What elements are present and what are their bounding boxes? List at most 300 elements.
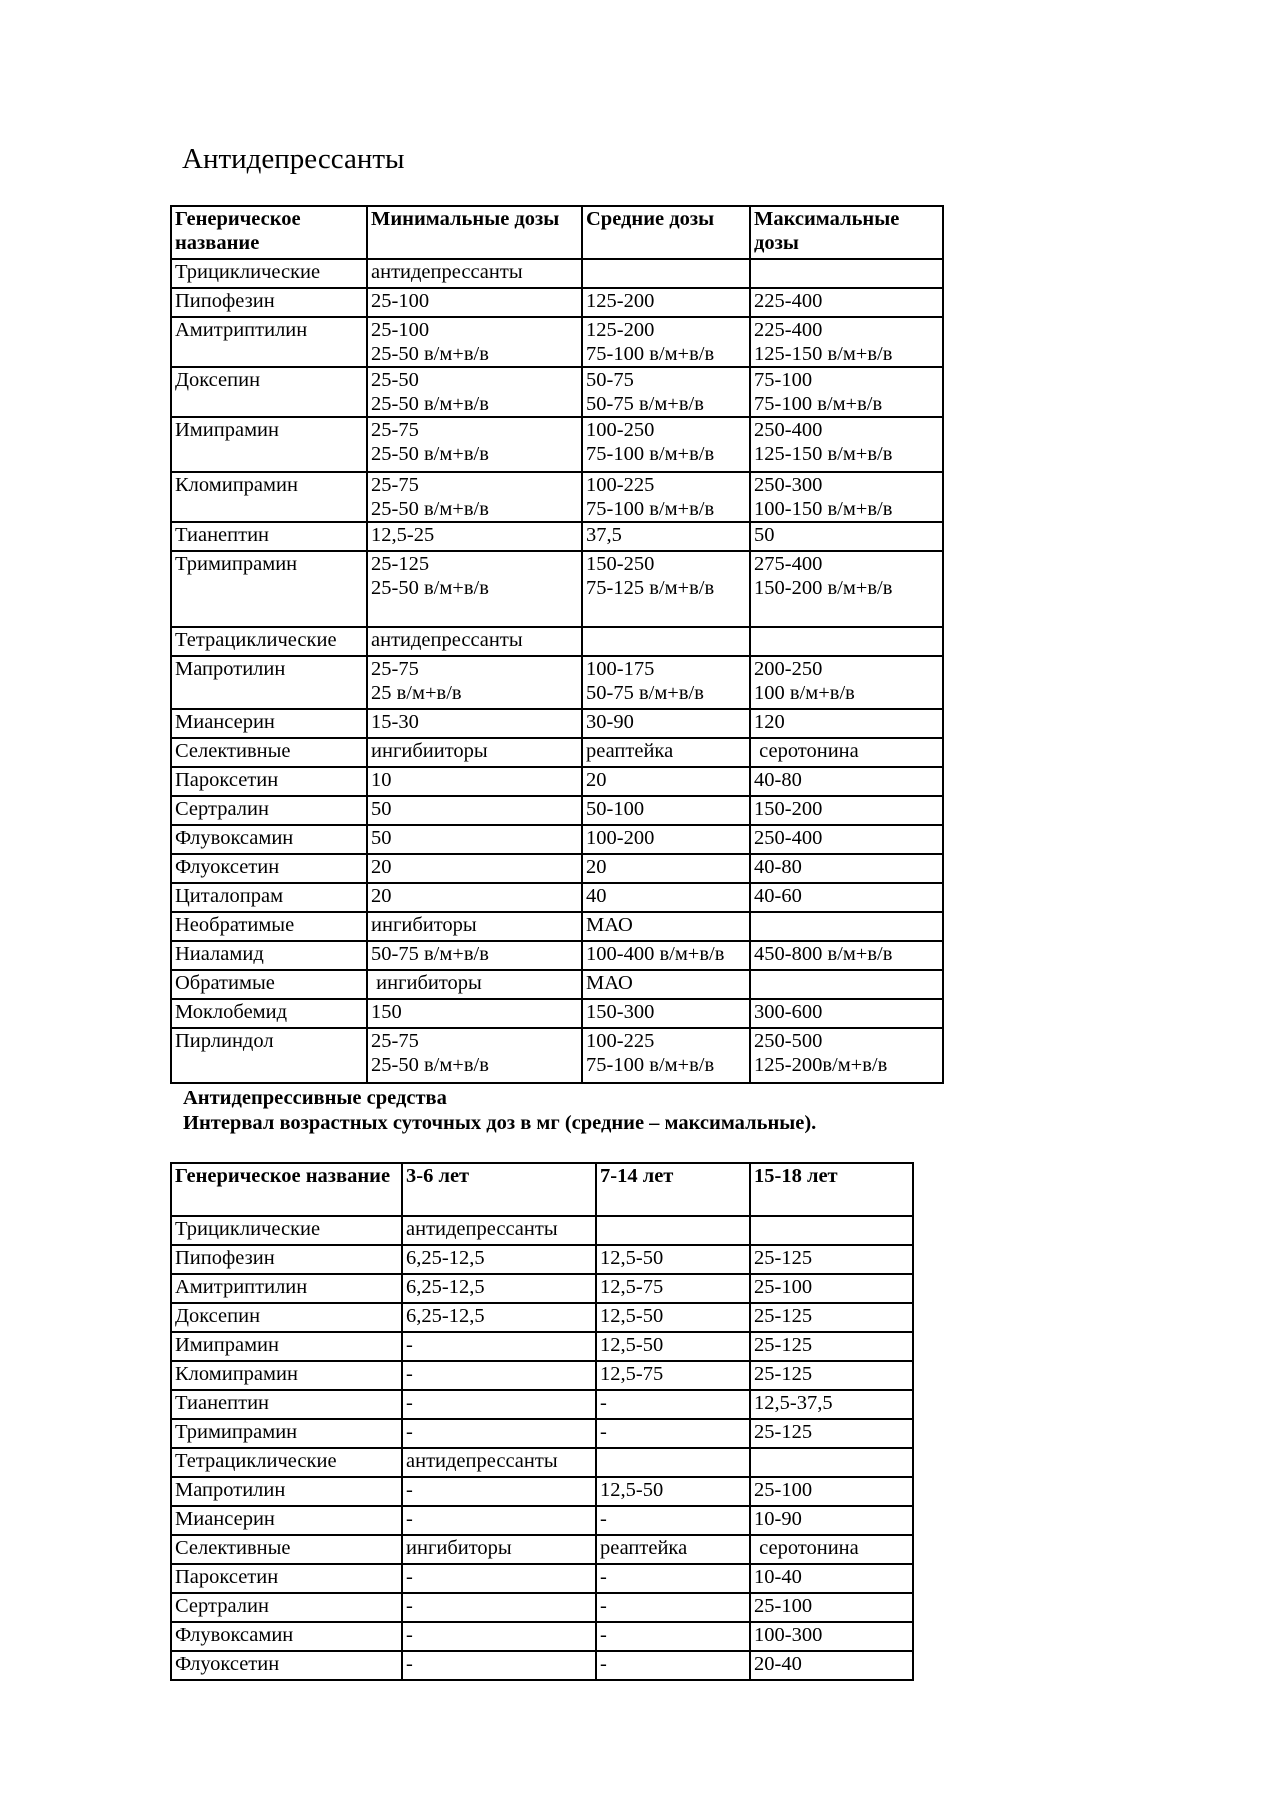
cell-text: 125-200 bbox=[586, 290, 655, 312]
table-cell bbox=[402, 1448, 596, 1477]
table-row bbox=[171, 796, 943, 825]
age-dosage-caption bbox=[183, 1086, 816, 1136]
table-cell bbox=[402, 1419, 596, 1448]
column-header-age-3-6: 3-6 лет bbox=[402, 1163, 596, 1216]
table-row bbox=[171, 551, 943, 627]
cell-text: ингибиторы bbox=[371, 972, 482, 994]
table-cell bbox=[582, 288, 750, 317]
table-cell bbox=[750, 970, 943, 999]
table-row bbox=[171, 1477, 913, 1506]
cell-text: 100 в/м+в/в bbox=[754, 682, 855, 704]
cell-text: Пипофезин bbox=[175, 290, 275, 312]
table-cell bbox=[596, 1419, 750, 1448]
table-row bbox=[171, 1245, 913, 1274]
table-row bbox=[171, 767, 943, 796]
table-cell bbox=[750, 941, 943, 970]
table-cell bbox=[367, 970, 582, 999]
cell-text: 25-100 bbox=[754, 1276, 813, 1298]
cell-text: Миансерин bbox=[175, 1508, 275, 1530]
table-row bbox=[171, 1303, 913, 1332]
table-row bbox=[171, 1651, 913, 1680]
cell-text: 75-100 в/м+в/в bbox=[586, 1054, 715, 1076]
table-cell bbox=[171, 1245, 402, 1274]
table-row bbox=[171, 912, 943, 941]
table-row bbox=[171, 1216, 913, 1245]
cell-text: 20-40 bbox=[754, 1653, 802, 1675]
table-cell bbox=[750, 1390, 913, 1419]
table-cell bbox=[402, 1506, 596, 1535]
cell-text: ингибиторы bbox=[371, 914, 477, 936]
table-cell bbox=[582, 522, 750, 551]
table-cell bbox=[402, 1303, 596, 1332]
table-row bbox=[171, 1028, 943, 1083]
table-cell bbox=[367, 941, 582, 970]
cell-text: - bbox=[600, 1595, 607, 1617]
table-cell bbox=[171, 627, 367, 656]
table-cell bbox=[367, 627, 582, 656]
table-cell bbox=[750, 912, 943, 941]
cell-text: 125-200в/м+в/в bbox=[754, 1054, 888, 1076]
cell-text: - bbox=[406, 1363, 413, 1385]
table-cell bbox=[171, 941, 367, 970]
table-cell bbox=[402, 1274, 596, 1303]
table-row bbox=[171, 1390, 913, 1419]
cell-text: Циталопрам bbox=[175, 885, 284, 907]
cell-text: 12,5-50 bbox=[600, 1479, 664, 1501]
cell-text: серотонина bbox=[754, 1537, 859, 1559]
cell-text: реаптейка bbox=[586, 740, 674, 762]
cell-text: - bbox=[600, 1624, 607, 1646]
cell-text: антидепрессанты bbox=[371, 629, 523, 651]
table-cell bbox=[582, 417, 750, 472]
table-cell bbox=[582, 825, 750, 854]
table-cell bbox=[367, 522, 582, 551]
cell-text: Пароксетин bbox=[175, 1566, 279, 1588]
cell-text: 25-75 bbox=[371, 658, 419, 680]
cell-text: 25-125 bbox=[754, 1363, 813, 1385]
table-cell bbox=[596, 1332, 750, 1361]
table-cell bbox=[367, 288, 582, 317]
cell-text: 25-125 bbox=[754, 1421, 813, 1443]
cell-text: - bbox=[406, 1334, 413, 1356]
cell-text: 120 bbox=[754, 711, 785, 733]
table-row bbox=[171, 709, 943, 738]
cell-text: 225-400 bbox=[754, 319, 823, 341]
caption-subtitle: Интервал возрастных суточных доз в мг (средние – максимальные). bbox=[183, 1112, 817, 1134]
column-header-min-dose: Минимальные дозы bbox=[367, 206, 582, 259]
table-cell bbox=[171, 738, 367, 767]
cell-text: 100-300 bbox=[754, 1624, 823, 1646]
cell-text: МАО bbox=[586, 972, 633, 994]
table-cell bbox=[171, 1564, 402, 1593]
cell-text: Тианептин bbox=[175, 524, 270, 546]
table-row bbox=[171, 970, 943, 999]
table-row bbox=[171, 367, 943, 417]
cell-text: Необратимые bbox=[175, 914, 295, 936]
table-cell bbox=[582, 627, 750, 656]
table-cell bbox=[750, 317, 943, 367]
cell-text: 12,5-75 bbox=[600, 1276, 664, 1298]
table-cell bbox=[367, 551, 582, 627]
cell-text: Доксепин bbox=[175, 1305, 261, 1327]
cell-text: 12,5-50 bbox=[600, 1334, 664, 1356]
table-cell bbox=[582, 709, 750, 738]
table-cell bbox=[750, 1361, 913, 1390]
table-row bbox=[171, 1593, 913, 1622]
cell-text: Мапротилин bbox=[175, 658, 286, 680]
table-cell bbox=[367, 472, 582, 522]
cell-text: ингибиторы bbox=[406, 1537, 512, 1559]
column-header-generic-name: Генерическое название bbox=[171, 1163, 402, 1216]
cell-text: Кломипрамин bbox=[175, 1363, 298, 1385]
cell-text: 50-100 bbox=[586, 798, 645, 820]
table-cell bbox=[171, 1303, 402, 1332]
table-cell bbox=[171, 883, 367, 912]
cell-text: 20 bbox=[586, 856, 607, 878]
table-cell bbox=[402, 1332, 596, 1361]
table-cell bbox=[171, 1361, 402, 1390]
table-cell bbox=[171, 367, 367, 417]
cell-text: 25-50 bbox=[371, 369, 419, 391]
table-row bbox=[171, 656, 943, 709]
cell-text: 200-250 bbox=[754, 658, 823, 680]
table-cell bbox=[402, 1361, 596, 1390]
table-cell bbox=[367, 317, 582, 367]
table-cell bbox=[750, 854, 943, 883]
cell-text: Селективные bbox=[175, 740, 291, 762]
cell-text: 50-75 в/м+в/в bbox=[586, 682, 704, 704]
table-cell bbox=[367, 999, 582, 1028]
cell-text: - bbox=[406, 1421, 413, 1443]
table-header-row bbox=[171, 1163, 913, 1216]
table-cell bbox=[367, 854, 582, 883]
table-row bbox=[171, 627, 943, 656]
cell-text: 25-50 в/м+в/в bbox=[371, 498, 489, 520]
table-cell bbox=[171, 1028, 367, 1083]
table-cell bbox=[171, 796, 367, 825]
table-cell bbox=[582, 796, 750, 825]
table-cell bbox=[582, 999, 750, 1028]
table-row bbox=[171, 738, 943, 767]
cell-text: 20 bbox=[371, 856, 392, 878]
table-cell bbox=[750, 883, 943, 912]
table-cell bbox=[596, 1216, 750, 1245]
table-cell bbox=[367, 738, 582, 767]
cell-text: Трициклические bbox=[175, 1218, 321, 1240]
cell-text: антидепрессанты bbox=[406, 1218, 558, 1240]
table-cell bbox=[171, 1274, 402, 1303]
cell-text: 6,25-12,5 bbox=[406, 1247, 485, 1269]
table-cell bbox=[171, 1535, 402, 1564]
cell-text: Тетрациклические bbox=[175, 629, 337, 651]
table-cell bbox=[750, 1593, 913, 1622]
table-cell bbox=[367, 796, 582, 825]
table-cell bbox=[171, 656, 367, 709]
cell-text: 6,25-12,5 bbox=[406, 1276, 485, 1298]
table-cell bbox=[596, 1593, 750, 1622]
cell-text: 75-100 в/м+в/в bbox=[586, 498, 715, 520]
cell-text: 50-75 в/м+в/в bbox=[586, 393, 704, 415]
cell-text: 100-225 bbox=[586, 474, 655, 496]
table-cell bbox=[596, 1651, 750, 1680]
table-cell bbox=[171, 912, 367, 941]
cell-text: 100-175 bbox=[586, 658, 655, 680]
table-cell bbox=[582, 883, 750, 912]
cell-text: 12,5-25 bbox=[371, 524, 435, 546]
cell-text: 25-50 в/м+в/в bbox=[371, 393, 489, 415]
table-cell bbox=[750, 1303, 913, 1332]
cell-text: - bbox=[406, 1479, 413, 1501]
cell-text: 100-200 bbox=[586, 827, 655, 849]
table-cell bbox=[750, 1274, 913, 1303]
table-cell bbox=[582, 472, 750, 522]
cell-text: Имипрамин bbox=[175, 1334, 279, 1356]
table-cell bbox=[402, 1390, 596, 1419]
table-cell bbox=[750, 1506, 913, 1535]
cell-text: Тианептин bbox=[175, 1392, 270, 1414]
table-cell bbox=[402, 1564, 596, 1593]
cell-text: 25 в/м+в/в bbox=[371, 682, 462, 704]
age-dosage-table-body bbox=[171, 1216, 913, 1680]
cell-text: Миансерин bbox=[175, 711, 275, 733]
table-cell bbox=[171, 417, 367, 472]
table-row bbox=[171, 1274, 913, 1303]
cell-text: 250-500 bbox=[754, 1030, 823, 1052]
table-row bbox=[171, 472, 943, 522]
table-cell bbox=[582, 854, 750, 883]
cell-text: серотонина bbox=[754, 740, 859, 762]
table-cell bbox=[750, 1651, 913, 1680]
cell-text: 25-125 bbox=[754, 1334, 813, 1356]
cell-text: 25-75 bbox=[371, 1030, 419, 1052]
table-row bbox=[171, 1448, 913, 1477]
table-cell bbox=[402, 1593, 596, 1622]
table-cell bbox=[367, 1028, 582, 1083]
cell-text: 150-300 bbox=[586, 1001, 655, 1023]
table-cell bbox=[367, 825, 582, 854]
cell-text: 50-75 в/м+в/в bbox=[371, 943, 489, 965]
cell-text: 100-400 в/м+в/в bbox=[586, 943, 725, 965]
cell-text: - bbox=[406, 1392, 413, 1414]
age-dosage-table bbox=[170, 1162, 914, 1681]
cell-text: 100-250 bbox=[586, 419, 655, 441]
cell-text: - bbox=[600, 1566, 607, 1588]
table-cell bbox=[582, 912, 750, 941]
cell-text: - bbox=[406, 1508, 413, 1530]
cell-text: Тримипрамин bbox=[175, 553, 298, 575]
table-row bbox=[171, 1361, 913, 1390]
table-cell bbox=[367, 367, 582, 417]
table-cell bbox=[171, 1448, 402, 1477]
table-cell bbox=[596, 1448, 750, 1477]
table-cell bbox=[750, 1216, 913, 1245]
table-cell bbox=[750, 259, 943, 288]
table-row bbox=[171, 1622, 913, 1651]
table-cell bbox=[367, 259, 582, 288]
cell-text: Тримипрамин bbox=[175, 1421, 298, 1443]
table-cell bbox=[750, 656, 943, 709]
cell-text: 100-150 в/м+в/в bbox=[754, 498, 893, 520]
table-cell bbox=[750, 1535, 913, 1564]
cell-text: - bbox=[406, 1624, 413, 1646]
cell-text: 30-90 bbox=[586, 711, 634, 733]
table-cell bbox=[171, 522, 367, 551]
table-cell bbox=[171, 288, 367, 317]
cell-text: 10-90 bbox=[754, 1508, 802, 1530]
table-cell bbox=[750, 1332, 913, 1361]
cell-text: 150-250 bbox=[586, 553, 655, 575]
dosage-table bbox=[170, 205, 944, 1084]
cell-text: 25-50 в/м+в/в bbox=[371, 343, 489, 365]
table-cell bbox=[171, 551, 367, 627]
table-cell bbox=[596, 1564, 750, 1593]
table-cell bbox=[367, 417, 582, 472]
column-header-avg-dose: Средние дозы bbox=[582, 206, 750, 259]
table-cell bbox=[750, 551, 943, 627]
table-cell bbox=[582, 941, 750, 970]
cell-text: Флувоксамин bbox=[175, 1624, 294, 1646]
cell-text: 25-50 в/м+в/в bbox=[371, 443, 489, 465]
table-cell bbox=[750, 767, 943, 796]
column-header-age-15-18: 15-18 лет bbox=[750, 1163, 913, 1216]
table-cell bbox=[596, 1361, 750, 1390]
table-cell bbox=[171, 709, 367, 738]
table-cell bbox=[596, 1274, 750, 1303]
table-cell bbox=[596, 1535, 750, 1564]
cell-text: 10 bbox=[371, 769, 392, 791]
cell-text: антидепрессанты bbox=[371, 261, 523, 283]
table-cell bbox=[750, 367, 943, 417]
table-cell bbox=[402, 1535, 596, 1564]
table-cell bbox=[750, 1622, 913, 1651]
column-header-age-7-14: 7-14 лет bbox=[596, 1163, 750, 1216]
table-cell bbox=[171, 854, 367, 883]
table-row bbox=[171, 1332, 913, 1361]
cell-text: 250-300 bbox=[754, 474, 823, 496]
cell-text: Амитриптилин bbox=[175, 319, 308, 341]
cell-text: Обратимые bbox=[175, 972, 275, 994]
table-row bbox=[171, 1506, 913, 1535]
table-cell bbox=[750, 709, 943, 738]
cell-text: 6,25-12,5 bbox=[406, 1305, 485, 1327]
table-cell bbox=[171, 1332, 402, 1361]
cell-text: 25-100 bbox=[754, 1479, 813, 1501]
cell-text: Доксепин bbox=[175, 369, 261, 391]
table-cell bbox=[582, 738, 750, 767]
table-cell bbox=[171, 1216, 402, 1245]
cell-text: 25-125 bbox=[371, 553, 430, 575]
table-cell bbox=[171, 825, 367, 854]
column-header-generic-name: Генерическое название bbox=[171, 206, 367, 259]
table-cell bbox=[596, 1506, 750, 1535]
cell-text: 25-50 в/м+в/в bbox=[371, 1054, 489, 1076]
cell-text: антидепрессанты bbox=[406, 1450, 558, 1472]
table-cell bbox=[582, 767, 750, 796]
table-cell bbox=[750, 796, 943, 825]
cell-text: 25-75 bbox=[371, 474, 419, 496]
table-cell bbox=[171, 317, 367, 367]
cell-text: 150-200 в/м+в/в bbox=[754, 577, 893, 599]
cell-text: Моклобемид bbox=[175, 1001, 288, 1023]
table-cell bbox=[171, 472, 367, 522]
table-cell bbox=[750, 1419, 913, 1448]
cell-text: 25-100 bbox=[754, 1595, 813, 1617]
cell-text: Флувоксамин bbox=[175, 827, 294, 849]
table-cell bbox=[750, 825, 943, 854]
cell-text: 75-100 bbox=[754, 369, 813, 391]
table-cell bbox=[171, 1622, 402, 1651]
cell-text: МАО bbox=[586, 914, 633, 936]
cell-text: 25-125 bbox=[754, 1247, 813, 1269]
table-cell bbox=[750, 627, 943, 656]
table-cell bbox=[171, 1506, 402, 1535]
table-cell bbox=[750, 999, 943, 1028]
table-cell bbox=[367, 709, 582, 738]
table-row bbox=[171, 854, 943, 883]
table-cell bbox=[582, 367, 750, 417]
cell-text: Кломипрамин bbox=[175, 474, 298, 496]
table-cell bbox=[582, 317, 750, 367]
table-cell bbox=[171, 1477, 402, 1506]
table-cell bbox=[750, 1448, 913, 1477]
cell-text: Имипрамин bbox=[175, 419, 279, 441]
cell-text: 37,5 bbox=[586, 524, 622, 546]
table-row bbox=[171, 317, 943, 367]
table-cell bbox=[582, 970, 750, 999]
cell-text: - bbox=[406, 1653, 413, 1675]
cell-text: Пароксетин bbox=[175, 769, 279, 791]
cell-text: 75-100 в/м+в/в bbox=[586, 343, 715, 365]
cell-text: - bbox=[600, 1508, 607, 1530]
table-cell bbox=[750, 1028, 943, 1083]
table-cell bbox=[750, 1564, 913, 1593]
cell-text: 125-200 bbox=[586, 319, 655, 341]
table-cell bbox=[171, 259, 367, 288]
table-cell bbox=[171, 999, 367, 1028]
table-cell bbox=[582, 259, 750, 288]
table-row bbox=[171, 259, 943, 288]
table-cell bbox=[750, 1477, 913, 1506]
cell-text: 125-150 в/м+в/в bbox=[754, 443, 893, 465]
cell-text: 40 bbox=[586, 885, 607, 907]
table-cell bbox=[750, 738, 943, 767]
table-row bbox=[171, 941, 943, 970]
table-cell bbox=[596, 1245, 750, 1274]
cell-text: - bbox=[600, 1421, 607, 1443]
cell-text: 50 bbox=[371, 798, 392, 820]
cell-text: 250-400 bbox=[754, 827, 823, 849]
cell-text: 20 bbox=[371, 885, 392, 907]
table-cell bbox=[402, 1651, 596, 1680]
table-cell bbox=[171, 1390, 402, 1419]
cell-text: 12,5-50 bbox=[600, 1247, 664, 1269]
table-cell bbox=[582, 656, 750, 709]
table-cell bbox=[367, 656, 582, 709]
table-cell bbox=[171, 1593, 402, 1622]
table-cell bbox=[171, 970, 367, 999]
table-cell bbox=[171, 1651, 402, 1680]
table-cell bbox=[402, 1245, 596, 1274]
cell-text: Флуоксетин bbox=[175, 856, 280, 878]
cell-text: 25-125 bbox=[754, 1305, 813, 1327]
cell-text: 300-600 bbox=[754, 1001, 823, 1023]
table-cell bbox=[171, 1419, 402, 1448]
cell-text: - bbox=[406, 1566, 413, 1588]
cell-text: 25-100 bbox=[371, 319, 430, 341]
table-row bbox=[171, 1564, 913, 1593]
table-cell bbox=[402, 1216, 596, 1245]
cell-text: 225-400 bbox=[754, 290, 823, 312]
